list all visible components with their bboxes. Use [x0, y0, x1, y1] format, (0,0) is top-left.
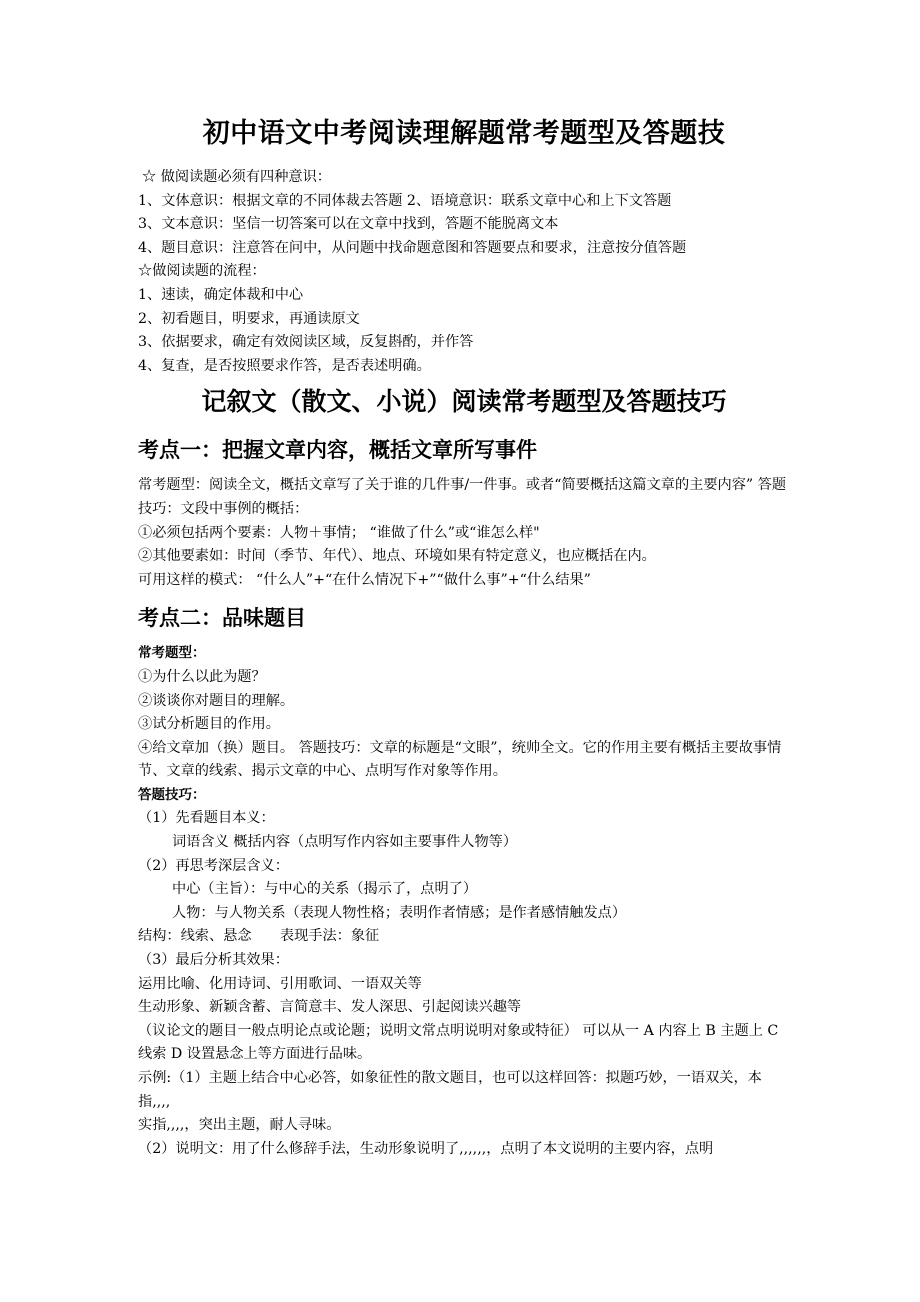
point2-effect-1: 运用比喻、化用诗词、引用歌词、一语双关等 [138, 975, 422, 992]
point2-step-2: （2）再思考深层含义： [138, 857, 289, 874]
point1-paragraph: 常考题型：阅读全文，概括文章写了关于谁的几件事/一件事。或者“简要概括这篇文章的主要内容” 答题技巧：文段中事例的概括： [138, 477, 787, 517]
point2-heading: 考点二：品味题目 [138, 606, 306, 631]
point1-pattern: 可用这样的模式： “什么人”+“在什么情况下+”“做什么事”+“什么结果” [138, 571, 591, 588]
point2-step-1: （1）先看题目本义： [138, 810, 275, 827]
point2-step-3: （3）最后分析其效果： [138, 952, 289, 969]
awareness-item-1: 1、文体意识：根据文章的不同体裁去答题 2、语境意识：联系文章中心和上下文答题 [138, 192, 672, 209]
section-subtitle: 记叙文（散文、小说）阅读常考题型及答题技巧 [201, 387, 727, 417]
awareness-item-3: 4、题目意识：注意答在问中，从问题中找命题意图和答题要点和要求，注意按分值答题 [138, 239, 687, 256]
point2-step-2a: 中心（主旨）：与中心的关系（揭示了，点明了） [172, 881, 478, 898]
awareness-item-2: 3、文本意识：坚信一切答案可以在文章中找到，答题不能脱离文本 [138, 216, 559, 233]
point2-note: （议论文的题目一般点明论点或论题；说明文常点明说明对象或特征） 可以从一 A 内容上 B 主题上 C 线索 D 设置悬念上等方面进行品味。 [138, 1022, 779, 1063]
awareness-heading: ☆ 做阅读题必须有四种意识： [142, 169, 331, 185]
point1-requirement: ①必须包括两个要素：人物＋事情； “谁做了什么”或“谁怎么样" [138, 524, 540, 541]
document-title: 初中语文中考阅读理解题常考题型及答题技 [202, 118, 726, 149]
process-item-1: 1、速读，确定体裁和中心 [138, 286, 304, 303]
process-item-4: 4、复查，是否按照要求作答，是否表述明确。 [138, 357, 431, 374]
point2-type-4: ④给文章加（换）题目。 答题技巧：文章的标题是“文眼”，统帅全文。它的作用主要有概括主要故事情节、文章的线索、揭示文章的中心、点明写作对象等作用。 [138, 739, 782, 780]
point2-structure: 结构：线索、悬念 表现手法：象征 [138, 928, 380, 945]
point2-type-2: ②谈谈你对题目的理解。 [138, 692, 295, 709]
point2-example-1b: 实指,,,,，突出主题，耐人寻味。 [138, 1117, 341, 1134]
process-heading: ☆做阅读题的流程： [138, 263, 266, 280]
point2-example-1: 示例:（1）主题上结合中心必答，如象征性的散文题目，也可以这样回答：拟题巧妙，一语双关，本指,,,, [138, 1070, 762, 1110]
point2-type-1: ①为什么以此为题？ [138, 668, 266, 685]
point2-step-2b: 人物：与人物关系（表现人物性格；表明作者情感；是作者感情触发点） [172, 904, 627, 921]
point2-tips-label: 答题技巧： [138, 786, 206, 803]
point2-step-1a: 词语含义 概括内容（点明写作内容如主要事件人物等） [172, 834, 518, 851]
process-item-2: 2、初看题目，明要求，再通读原文 [138, 310, 360, 327]
point2-type-3: ③试分析题目的作用。 [138, 716, 280, 733]
point1-heading: 考点一：把握文章内容，概括文章所写事件 [138, 438, 537, 463]
point1-other-elements: ②其他要素如：时间（季节、年代）、地点、环境如果有特定意义，也应概括在内。 [138, 548, 656, 565]
point2-types-label: 常考题型： [138, 645, 206, 662]
point2-example-2: （2）说明文：用了什么修辞手法，生动形象说明了,,,,,,，点明了本文说明的主要内容，点明 [138, 1140, 714, 1157]
process-item-3: 3、依据要求，确定有效阅读区域，反复斟酌，并作答 [138, 334, 474, 351]
point2-effect-2: 生动形象、新颖含蓄、言简意丰、发人深思、引起阅读兴趣等 [138, 999, 522, 1016]
